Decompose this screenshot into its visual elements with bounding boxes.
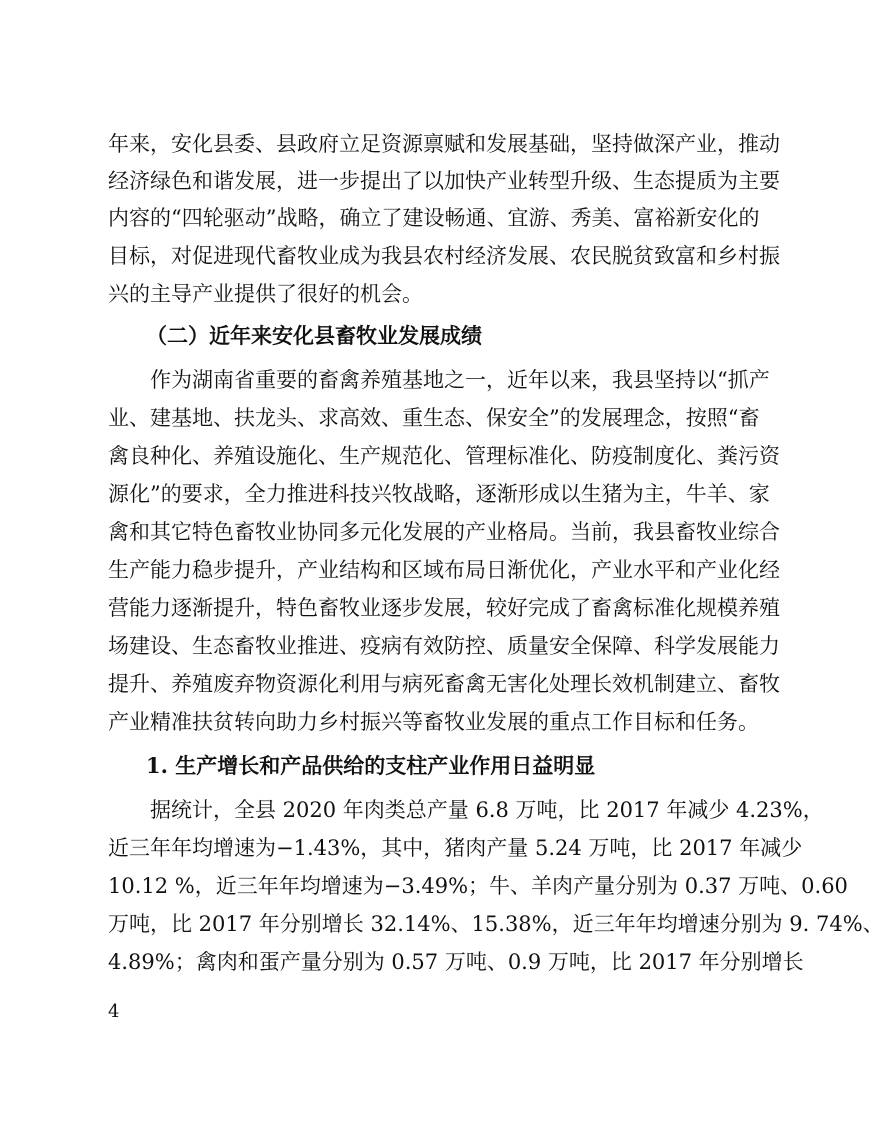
paragraph-1-line-2: 经济绿色和谐发展，进一步提出了以加快产业转型升级、生态提质为主要 (108, 169, 780, 193)
paragraph-2-line-10: 产业精准扶贫转向助力乡村振兴等畜牧业发展的重点工作目标和任务。 (108, 710, 759, 734)
paragraph-3-line-1: 据统计，全县 2020 年肉类总产量 6.8 万吨，比 2017 年减少 4.23%， (150, 798, 824, 822)
paragraph-3-line-3: 10.12 %，近三年年均增速为−3.49%；牛、羊肉产量分别为 0.37 万吨、0.60 (108, 874, 848, 898)
paragraph-1-line-4: 目标，对促进现代畜牧业成为我县农村经济发展、农民脱贫致富和乡村振 (108, 244, 780, 268)
paragraph-2-line-2: 业、建基地、扶龙头、求高效、重生态、保安全”的发展理念，按照“畜 (108, 406, 760, 430)
paragraph-2-line-1: 作为湖南省重要的畜禽养殖基地之一，近年以来，我县坚持以“抓产 (150, 368, 770, 392)
paragraph-2-line-4: 源化”的要求，全力推进科技兴牧战略，逐渐形成以生猪为主，牛羊、家 (108, 482, 770, 506)
subsection-heading: 1. 生产增长和产品供给的支柱产业作用日益明显 (146, 753, 596, 778)
paragraph-2-line-9: 提升、养殖废弃物资源化利用与病死畜禽无害化处理长效机制建立、畜牧 (108, 672, 780, 696)
paragraph-1-line-5: 兴的主导产业提供了很好的机会。 (108, 282, 423, 306)
paragraph-2-line-3: 禽良种化、养殖设施化、生产规范化、管理标准化、防疫制度化、粪污资 (108, 444, 780, 468)
section-heading: （二）近年来安化县畜牧业发展成绩 (146, 323, 482, 348)
paragraph-3-line-2: 近三年年均增速为−1.43%，其中，猪肉产量 5.24 万吨，比 2017 年减少 (108, 836, 803, 860)
paragraph-3-line-4: 万吨，比 2017 年分别增长 32.14%、15.38%，近三年年均增速分别为 9. 74%、 (108, 912, 884, 936)
page-number: 4 (108, 1001, 120, 1022)
paragraph-2-line-6: 生产能力稳步提升，产业结构和区域布局日渐优化，产业水平和产业化经 (108, 558, 780, 582)
paragraph-1-line-3: 内容的“四轮驱动”战略，确立了建设畅通、宜游、秀美、富裕新安化的 (108, 206, 760, 230)
paragraph-2-line-7: 营能力逐渐提升，特色畜牧业逐步发展，较好完成了畜禽标准化规模养殖 (108, 596, 780, 620)
paragraph-2-line-5: 禽和其它特色畜牧业协同多元化发展的产业格局。当前，我县畜牧业综合 (108, 520, 780, 544)
paragraph-2-line-8: 场建设、生态畜牧业推进、疫病有效防控、质量安全保障、科学发展能力 (108, 634, 780, 658)
paragraph-1-line-1: 年来，安化县委、县政府立足资源禀赋和发展基础，坚持做深产业，推动 (108, 132, 780, 156)
paragraph-3-line-5: 4.89%；禽肉和蛋产量分别为 0.57 万吨、0.9 万吨，比 2017 年分别增长 (108, 950, 804, 974)
